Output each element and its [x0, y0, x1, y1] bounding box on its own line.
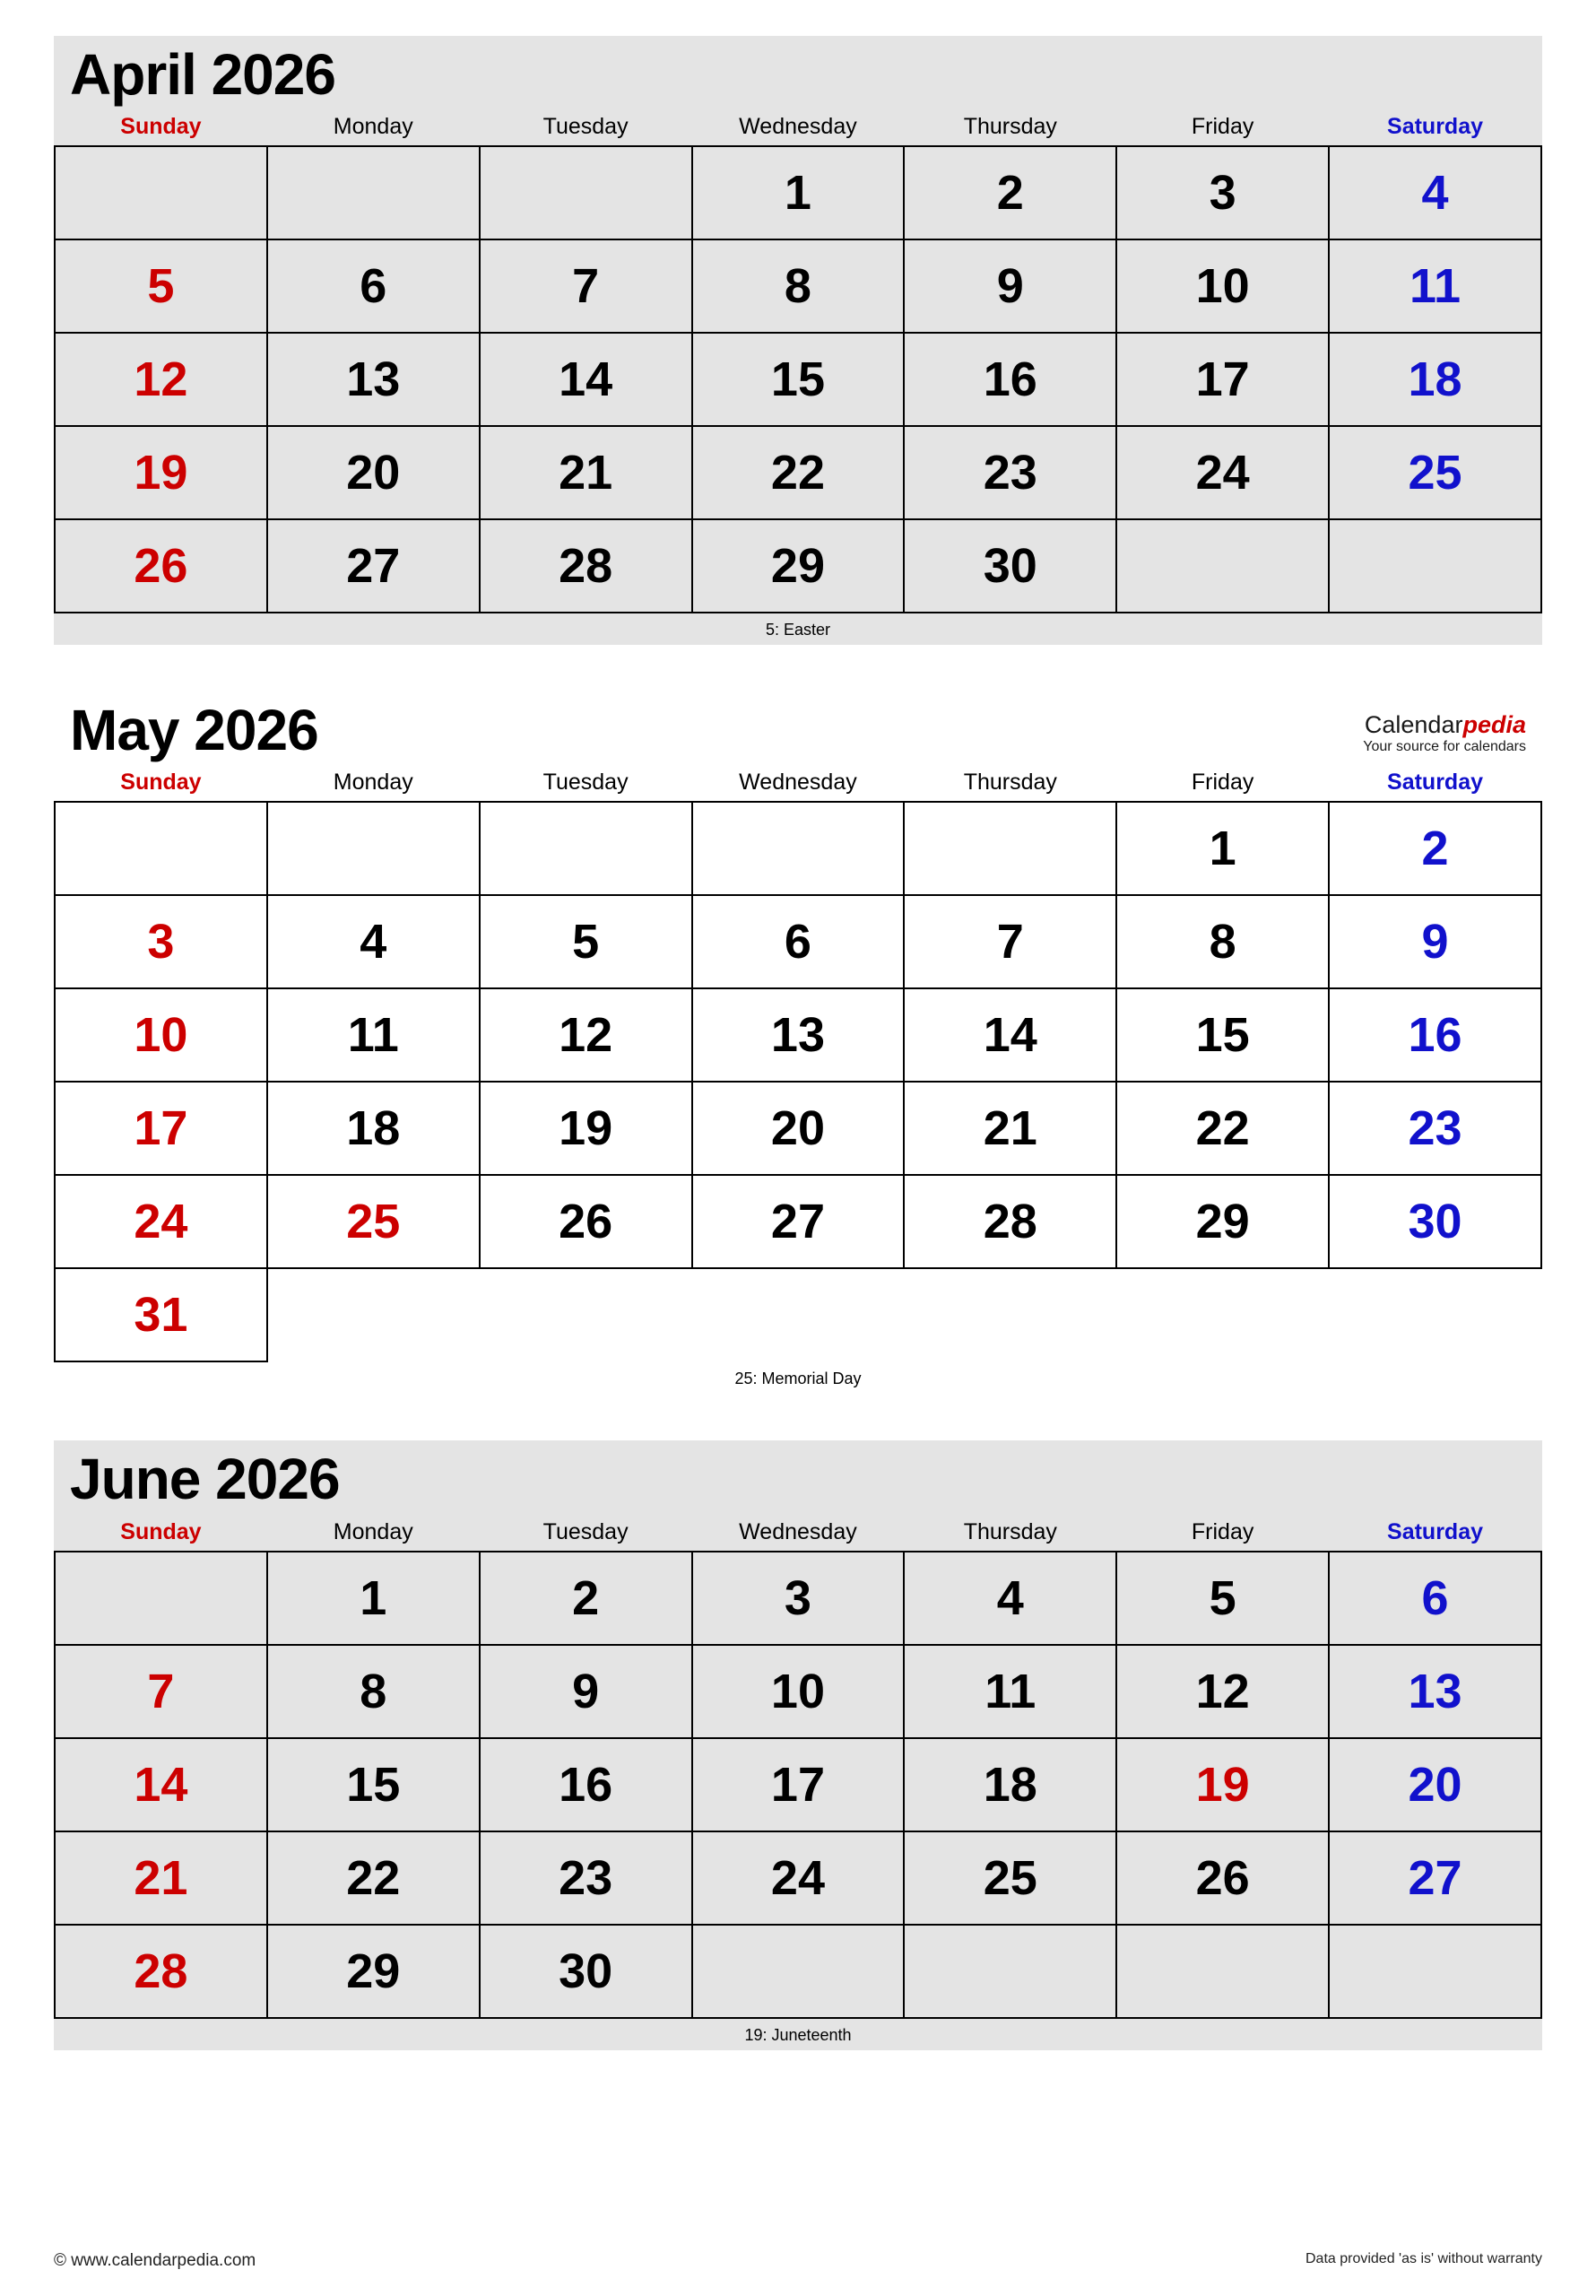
calendar-week-row	[55, 1925, 1541, 2018]
calendar-table	[54, 766, 1542, 1362]
calendar-day-cell[interactable]: 2	[1329, 802, 1541, 895]
calendar-day-cell[interactable]: 20	[267, 426, 480, 519]
calendar-empty-cell	[1329, 1925, 1541, 2018]
calendar-week-row	[55, 895, 1541, 988]
calendar-day-cell[interactable]: 13	[1329, 1645, 1541, 1738]
month-block	[54, 36, 1542, 645]
weekday-header-tuesday: Tuesday	[480, 110, 692, 146]
weekday-header-tuesday: Tuesday	[542, 770, 629, 796]
weekday-header-thursday: Thursday	[904, 110, 1116, 146]
calendar-empty-cell	[55, 146, 267, 239]
calendar-day-cell[interactable]: 24	[692, 1831, 905, 1925]
calendar-day-cell[interactable]: 21	[480, 426, 692, 519]
month-footnote: 5: Easter	[765, 621, 831, 639]
calendar-day-cell[interactable]: 16	[1329, 988, 1541, 1082]
calendar-day-cell[interactable]: 9	[1329, 895, 1541, 988]
weekday-header-row	[55, 766, 1541, 802]
calendar-day-cell[interactable]: 9	[904, 239, 1116, 333]
page-footer	[54, 2251, 1542, 2271]
calendar-week-row	[55, 1082, 1541, 1175]
calendar-day-cell[interactable]: 4	[904, 1552, 1116, 1645]
calendar-empty-cell	[55, 1552, 267, 1645]
calendar-day-cell[interactable]: 29	[1116, 1175, 1329, 1268]
calendar-day-cell[interactable]: 18	[904, 1738, 1116, 1831]
calendar-day-cell[interactable]: 20	[1329, 1738, 1541, 1831]
calendar-day-cell[interactable]: 29	[692, 519, 905, 613]
calendar-empty-cell	[1329, 519, 1541, 613]
calendar-empty-cell	[1116, 1925, 1329, 2018]
calendar-day-cell[interactable]: 7	[904, 895, 1116, 988]
calendar-day-cell[interactable]: 13	[267, 333, 480, 426]
calendar-day-cell[interactable]: 20	[692, 1082, 905, 1175]
calendar-day-cell[interactable]: 27	[1329, 1831, 1541, 1925]
calendar-day-cell[interactable]: 4	[1329, 146, 1541, 239]
calendar-day-cell[interactable]: 8	[267, 1645, 480, 1738]
calendar-day-cell[interactable]: 31	[55, 1268, 267, 1361]
brand-name-accent: pedia	[1462, 710, 1526, 738]
weekday-header-thursday: Thursday	[963, 770, 1057, 796]
weekday-header-saturday: Saturday	[1329, 1516, 1541, 1552]
month-footnote: 19: Juneteenth	[744, 2025, 852, 2044]
month-wrap	[54, 1440, 1542, 2049]
calendar-day-cell[interactable]: 10	[1116, 239, 1329, 333]
weekday-header-wednesday: Wednesday	[739, 770, 857, 796]
month-block	[54, 691, 1542, 1394]
calendar-day-cell[interactable]: 5	[480, 895, 692, 988]
calendar-day-cell[interactable]: 21	[904, 1082, 1116, 1175]
calendar-day-cell[interactable]: 3	[55, 895, 267, 988]
calendar-day-cell[interactable]: 13	[692, 988, 905, 1082]
calendar-week-row	[55, 1175, 1541, 1268]
weekday-header-friday: Friday	[1116, 110, 1329, 146]
calendar-empty-cell	[904, 1925, 1116, 2018]
weekday-header-sunday: Sunday	[55, 1516, 267, 1552]
weekday-header-monday: Monday	[267, 110, 480, 146]
calendar-week-row	[55, 1268, 1541, 1361]
calendar-day-cell[interactable]: 15	[692, 333, 905, 426]
calendar-day-cell[interactable]: 17	[55, 1082, 267, 1175]
calendar-day-cell[interactable]: 15	[1116, 988, 1329, 1082]
calendar-day-cell[interactable]: 28	[904, 1175, 1116, 1268]
calendar-day-cell[interactable]: 25	[1329, 426, 1541, 519]
calendar-day-cell[interactable]: 10	[692, 1645, 905, 1738]
calendar-day-cell[interactable]: 23	[480, 1831, 692, 1925]
calendar-table	[54, 1516, 1542, 2019]
brand-logo	[1363, 711, 1526, 761]
calendar-empty-cell	[904, 802, 1116, 895]
weekday-header-friday: Friday	[1116, 1516, 1329, 1552]
calendar-day-cell[interactable]: 14	[55, 1738, 267, 1831]
calendar-day-cell[interactable]: 30	[1329, 1175, 1541, 1268]
calendar-table	[54, 110, 1542, 613]
calendar-empty-cell	[267, 802, 480, 895]
calendar-day-cell[interactable]: 3	[1116, 146, 1329, 239]
calendar-day-cell[interactable]: 8	[1116, 895, 1329, 988]
calendar-day-cell[interactable]: 24	[1116, 426, 1329, 519]
calendar-day-cell[interactable]: 28	[480, 519, 692, 613]
month-header	[54, 1440, 1542, 1515]
calendar-day-cell[interactable]: 11	[267, 988, 480, 1082]
footer-disclaimer: Data provided 'as is' without warranty	[1305, 2251, 1542, 2266]
calendar-day-cell[interactable]: 21	[55, 1831, 267, 1925]
calendar-day-cell[interactable]: 12	[55, 333, 267, 426]
calendar-empty-cell	[692, 1925, 905, 2018]
month-block	[54, 1440, 1542, 2049]
months-container	[54, 36, 1542, 2050]
calendar-empty-cell	[1116, 519, 1329, 613]
weekday-header-thursday: Thursday	[904, 1516, 1116, 1552]
calendar-week-row	[55, 239, 1541, 333]
brand-name-main: Calendar	[1364, 710, 1463, 738]
weekday-header-sunday: Sunday	[120, 770, 202, 796]
month-header	[54, 36, 1542, 110]
weekday-header-sunday: Sunday	[55, 110, 267, 146]
calendar-week-row	[55, 426, 1541, 519]
calendar-day-cell[interactable]: 11	[1329, 239, 1541, 333]
calendar-day-cell[interactable]: 19	[1116, 1738, 1329, 1831]
calendar-day-cell[interactable]: 23	[904, 426, 1116, 519]
calendar-day-cell[interactable]: 22	[1116, 1082, 1329, 1175]
calendar-day-cell[interactable]: 1	[692, 146, 905, 239]
calendar-week-row	[55, 1552, 1541, 1645]
calendar-day-cell[interactable]: 16	[480, 1738, 692, 1831]
calendar-day-cell[interactable]: 4	[267, 895, 480, 988]
month-footnote: 25: Memorial Day	[734, 1370, 862, 1388]
calendar-day-cell[interactable]: 2	[904, 146, 1116, 239]
calendar-day-cell[interactable]: 5	[55, 239, 267, 333]
calendar-week-row	[55, 1645, 1541, 1738]
calendar-day-cell[interactable]: 12	[480, 988, 692, 1082]
calendar-day-cell[interactable]: 27	[692, 1175, 905, 1268]
calendar-day-cell[interactable]: 23	[1329, 1082, 1541, 1175]
calendar-day-cell[interactable]: 29	[267, 1925, 480, 2018]
calendar-day-cell[interactable]: 26	[480, 1175, 692, 1268]
calendar-empty-cell	[480, 146, 692, 239]
weekday-header-saturday: Saturday	[1387, 770, 1484, 796]
calendar-day-cell[interactable]: 19	[480, 1082, 692, 1175]
calendar-day-cell[interactable]: 18	[267, 1082, 480, 1175]
calendar-day-cell[interactable]: 6	[1329, 1552, 1541, 1645]
calendar-week-row	[55, 519, 1541, 613]
calendar-day-cell[interactable]: 28	[55, 1925, 267, 2018]
month-title: June 2026	[70, 1447, 340, 1512]
calendar-week-row	[55, 1738, 1541, 1831]
calendar-day-cell[interactable]: 22	[267, 1831, 480, 1925]
calendar-day-cell[interactable]: 17	[692, 1738, 905, 1831]
calendar-day-cell[interactable]: 24	[55, 1175, 267, 1268]
calendar-day-cell[interactable]: 22	[692, 426, 905, 519]
calendar-day-cell[interactable]: 12	[1116, 1645, 1329, 1738]
month-title: May 2026	[70, 698, 318, 763]
calendar-day-cell[interactable]: 25	[267, 1175, 480, 1268]
month-title: April 2026	[70, 42, 335, 107]
brand-name	[1363, 711, 1526, 739]
calendar-day-cell[interactable]: 26	[1116, 1831, 1329, 1925]
calendar-day-cell[interactable]: 1	[267, 1552, 480, 1645]
weekday-header-friday: Friday	[1191, 770, 1254, 796]
calendar-day-cell[interactable]: 17	[1116, 333, 1329, 426]
calendar-day-cell[interactable]: 16	[904, 333, 1116, 426]
calendar-empty-cell	[267, 1268, 1541, 1361]
footer-copyright: © www.calendarpedia.com	[54, 2251, 256, 2270]
calendar-day-cell[interactable]: 10	[55, 988, 267, 1082]
month-wrap	[54, 691, 1542, 1394]
weekday-header-row	[55, 110, 1541, 146]
calendar-week-row	[55, 988, 1541, 1082]
weekday-header-wednesday: Wednesday	[692, 1516, 905, 1552]
weekday-header-tuesday: Tuesday	[480, 1516, 692, 1552]
calendar-day-cell[interactable]: 14	[904, 988, 1116, 1082]
calendar-day-cell[interactable]: 30	[480, 1925, 692, 2018]
weekday-header-monday: Monday	[267, 1516, 480, 1552]
calendar-week-row	[55, 1831, 1541, 1925]
calendar-week-row	[55, 802, 1541, 895]
calendar-day-cell[interactable]: 5	[1116, 1552, 1329, 1645]
weekday-header-wednesday: Wednesday	[692, 110, 905, 146]
calendar-day-cell[interactable]: 3	[692, 1552, 905, 1645]
calendar-day-cell[interactable]: 18	[1329, 333, 1541, 426]
calendar-day-cell[interactable]: 7	[55, 1645, 267, 1738]
calendar-day-cell[interactable]: 2	[480, 1552, 692, 1645]
calendar-day-cell[interactable]: 1	[1116, 802, 1329, 895]
calendar-day-cell[interactable]: 7	[480, 239, 692, 333]
calendar-day-cell[interactable]: 9	[480, 1645, 692, 1738]
calendar-day-cell[interactable]: 11	[904, 1645, 1116, 1738]
calendar-day-cell[interactable]: 26	[55, 519, 267, 613]
calendar-day-cell[interactable]: 6	[267, 239, 480, 333]
calendar-empty-cell	[480, 802, 692, 895]
calendar-empty-cell	[55, 802, 267, 895]
calendar-day-cell[interactable]: 8	[692, 239, 905, 333]
calendar-week-row	[55, 333, 1541, 426]
weekday-header-monday: Monday	[333, 770, 413, 796]
calendar-empty-cell	[267, 146, 480, 239]
calendar-day-cell[interactable]: 27	[267, 519, 480, 613]
calendar-day-cell[interactable]: 14	[480, 333, 692, 426]
month-header	[54, 691, 1542, 766]
weekday-header-saturday: Saturday	[1329, 110, 1541, 146]
calendar-week-row	[55, 146, 1541, 239]
weekday-header-row	[55, 1516, 1541, 1552]
calendar-day-cell[interactable]: 15	[267, 1738, 480, 1831]
calendar-day-cell[interactable]: 30	[904, 519, 1116, 613]
month-wrap	[54, 36, 1542, 645]
calendar-day-cell[interactable]: 19	[55, 426, 267, 519]
calendar-empty-cell	[692, 802, 905, 895]
calendar-day-cell[interactable]: 6	[692, 895, 905, 988]
brand-tagline: Your source for calendars	[1363, 738, 1526, 754]
calendar-day-cell[interactable]: 25	[904, 1831, 1116, 1925]
